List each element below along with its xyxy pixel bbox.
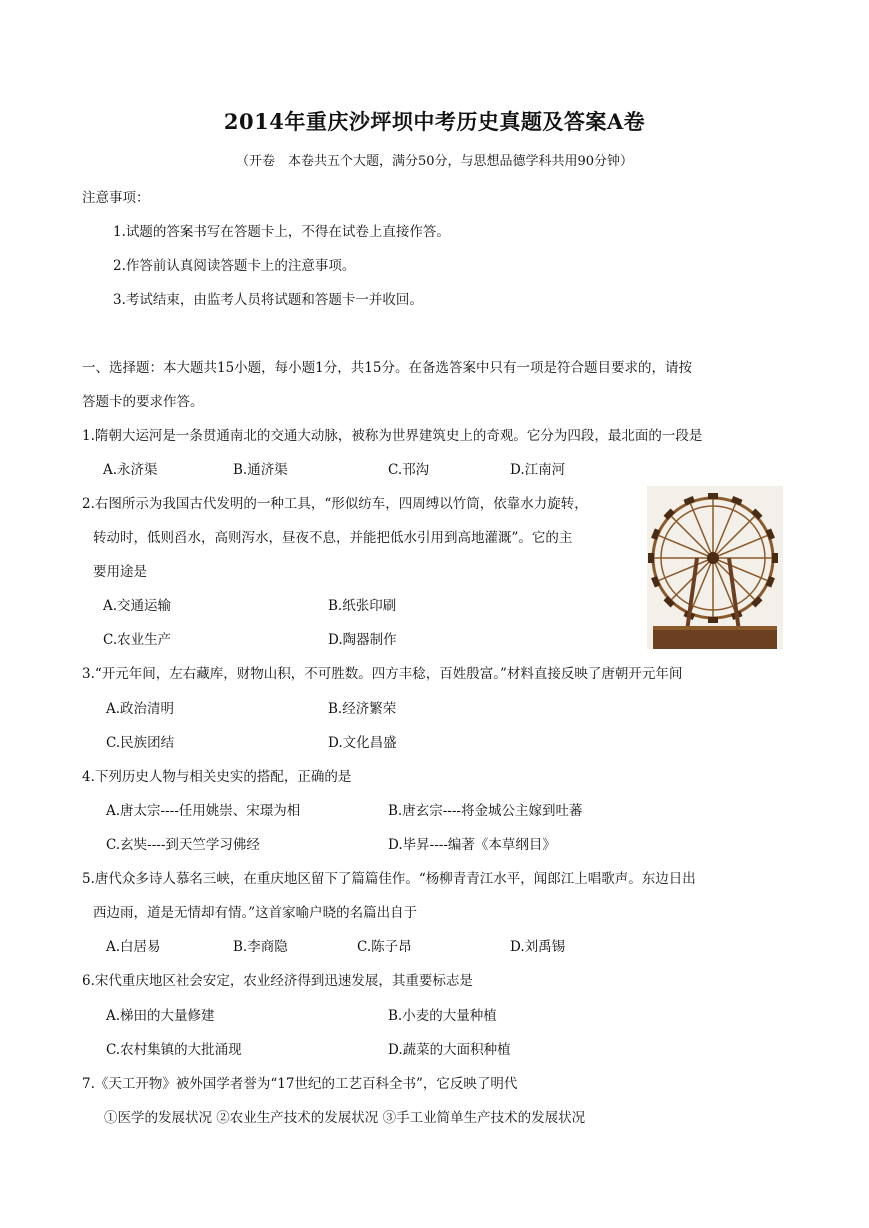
question-stem: 7.《天工开物》被外国学者誉为“17世纪的工艺百科全书”，它反映了明代: [82, 1076, 518, 1092]
wheel-bucket: [708, 617, 718, 623]
question-stem: 要用途是: [93, 564, 147, 580]
answer-option: D.陶器制作: [328, 632, 397, 648]
answer-option: C.邗沟: [388, 462, 430, 478]
answer-option: D.文化昌盛: [328, 735, 397, 751]
answer-option: B.经济繁荣: [328, 701, 397, 717]
question-stem: 6.宋代重庆地区社会安定，农业经济得到迅速发展，其重要标志是: [82, 973, 473, 989]
answer-option: B.唐玄宗----将金城公主嫁到吐蕃: [388, 803, 583, 819]
answer-option: A.永济渠: [103, 462, 158, 478]
section-instructions: 一、选择题：本大题共15小题，每小题1分，共15分。在备选答案中只有一项是符合题目要求的，请按: [82, 360, 692, 376]
wheel-bucket: [648, 553, 654, 563]
answer-option: D.江南河: [510, 462, 566, 478]
answer-option: C.农村集镇的大批涌现: [106, 1042, 242, 1058]
page-subtitle: （开卷 本卷共五个大题，满分50分，与思想品德学科共用90分钟）: [235, 154, 634, 169]
answer-option: C.农业生产: [103, 632, 172, 648]
page-title: 2014年重庆沙坪坝中考历史真题及答案A卷: [223, 109, 646, 134]
wheel-bucket: [708, 493, 718, 499]
answer-option: C.玄奘----到天竺学习佛经: [106, 837, 260, 853]
section-instructions: 答题卡的要求作答。: [82, 394, 204, 410]
answer-option: D.蔬菜的大面积种植: [388, 1042, 511, 1058]
question-stem: 3.“开元年间，左右藏库，财物山积，不可胜数。四方丰稔，百姓殷富。”材料直接反映了唐朝开元年间: [82, 666, 683, 682]
question-stem: 5.唐代众多诗人慕名三峡，在重庆地区留下了篇篇佳作。“杨柳青青江水平，闻郎江上唱歌声。东边日出: [82, 871, 696, 887]
notice-item: 2.作答前认真阅读答题卡上的注意事项。: [113, 258, 356, 274]
answer-option: B.纸张印刷: [328, 598, 397, 614]
answer-option: B.通济渠: [233, 462, 288, 478]
wheel-bucket: [772, 553, 778, 563]
notice-heading: 注意事项：: [82, 190, 150, 206]
question-stem: 西边雨，道是无情却有情。”这首家喻户晓的名篇出自于: [93, 905, 418, 921]
answer-option: D.刘禹锡: [510, 939, 566, 955]
answer-option: B.李商隐: [233, 939, 288, 955]
answer-option: A.政治清明: [106, 701, 175, 717]
answer-option: A.唐太宗----任用姚崇、宋璟为相: [106, 803, 301, 819]
answer-option: A.梯田的大量修建: [106, 1008, 215, 1024]
wheel-hub: [707, 552, 719, 564]
question-stem: 转动时，低则舀水，高则泻水，昼夜不息，并能把低水引用到高地灌溉”。它的主: [93, 530, 573, 546]
answer-option: C.民族团结: [106, 735, 175, 751]
question-stem: 2.右图所示为我国古代发明的一种工具，“形似纺车，四周缚以竹筒，依靠水力旋转，: [82, 496, 588, 512]
wheel-base-top: [653, 626, 777, 630]
answer-option: B.小麦的大量种植: [388, 1008, 497, 1024]
question-stem: 4.下列历史人物与相关史实的搭配，正确的是: [82, 769, 352, 785]
question-statements: ①医学的发展状况 ②农业生产技术的发展状况 ③手工业简单生产技术的发展状况: [104, 1110, 586, 1126]
waterwheel-image: [647, 486, 783, 649]
answer-option: A.交通运输: [103, 598, 172, 614]
answer-option: C.陈子昂: [357, 939, 412, 955]
answer-option: D.毕昇----编著《本草纲目》: [388, 837, 556, 853]
notice-item: 1.试题的答案书写在答题卡上，不得在试卷上直接作答。: [113, 224, 450, 240]
notice-item: 3.考试结束，由监考人员将试题和答题卡一并收回。: [113, 292, 423, 308]
question-stem: 1.隋朝大运河是一条贯通南北的交通大动脉，被称为世界建筑史上的奇观。它分为四段，最北面的一段是: [82, 428, 703, 444]
answer-option: A.白居易: [106, 939, 161, 955]
